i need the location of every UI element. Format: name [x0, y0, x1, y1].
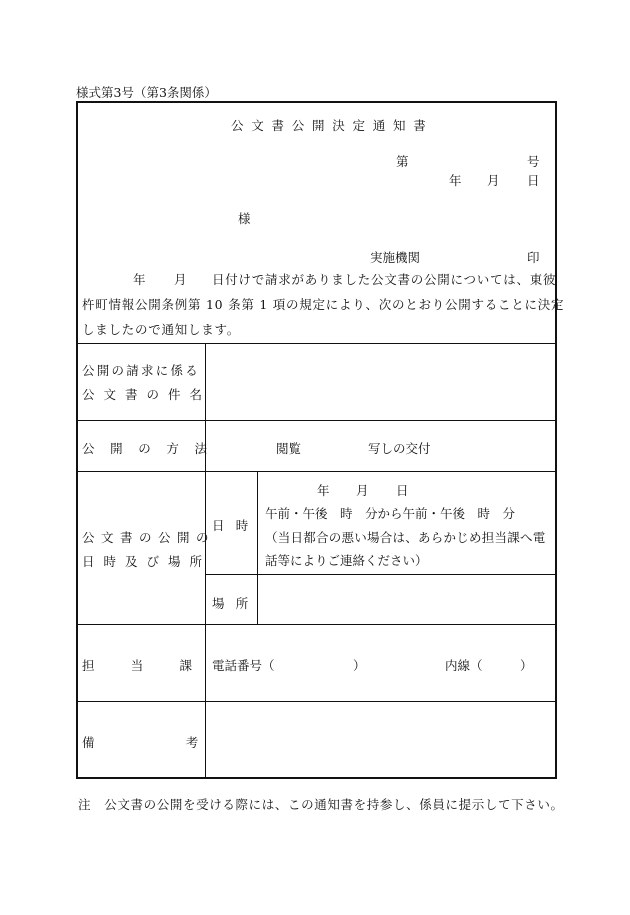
agency-label: 実施機関: [370, 250, 421, 265]
number-suffix: 号: [527, 154, 540, 169]
phone-close: ）: [353, 658, 366, 673]
body-line3: しましたので通知します。: [82, 322, 241, 337]
seal-mark: 印: [527, 250, 540, 265]
visit-note-line1: （当日都合の悪い場合は、あらかじめ担当課へ電: [265, 530, 546, 545]
visit-month: 月: [356, 483, 369, 498]
rule-subject-top: [77, 343, 556, 344]
date-time-sublabel: 日時: [212, 518, 260, 533]
extension-close: ）: [520, 658, 533, 673]
rule-method-top: [77, 420, 556, 421]
rule-datetime-top: [77, 471, 556, 472]
subject-label-text1: 公開の請求に係る: [82, 363, 201, 378]
body-year: 年: [133, 272, 146, 287]
visit-day: 日: [396, 483, 409, 498]
datetime-label-line1: 公文書の公開の: [82, 530, 216, 545]
rule-remarks-top: [77, 701, 556, 702]
rule-department-top: [77, 624, 556, 625]
phone-label: 電話番号（: [212, 658, 275, 673]
datetime-label-line2: 日時及び場所: [82, 554, 212, 569]
date-month: 月: [487, 173, 500, 188]
date-year: 年: [449, 173, 462, 188]
body-line2: 杵町情報公開条例第 10 条第 1 項の規定により、次のとおり公開することに決定: [82, 297, 565, 312]
method-option-copy: 写しの交付: [368, 441, 431, 456]
number-prefix: 第: [396, 154, 409, 169]
visit-time-range: 午前・午後 時 分から午前・午後 時 分: [265, 506, 516, 521]
rule-place-top: [206, 574, 556, 575]
addressee-suffix: 様: [238, 211, 251, 226]
department-label: 担当課: [82, 658, 229, 673]
form-number: 様式第3号（第3条関係）: [76, 85, 217, 100]
body-line1: 日付けで請求がありました公文書の公開については、東彼: [212, 272, 557, 287]
place-sublabel: 場所: [212, 596, 260, 611]
body-month: 月: [174, 272, 187, 287]
footnote: 注 公文書の公開を受ける際には、この通知書を持参し、係員に提示して下さい。: [78, 797, 564, 812]
subject-label-line1: [82, 361, 200, 379]
visit-note-line2: 話等によりご連絡ください）: [265, 553, 428, 568]
method-option-view: 閲覧: [276, 441, 302, 456]
subject-label-line2: 公文書の件名: [82, 387, 212, 402]
method-label: 公開の方法: [82, 441, 223, 456]
document-title: 公文書公開決定通知書: [231, 118, 434, 133]
visit-year: 年: [317, 483, 330, 498]
date-day: 日: [527, 173, 540, 188]
extension-label: 内線（: [445, 658, 483, 673]
remarks-label: 備考: [82, 735, 290, 750]
